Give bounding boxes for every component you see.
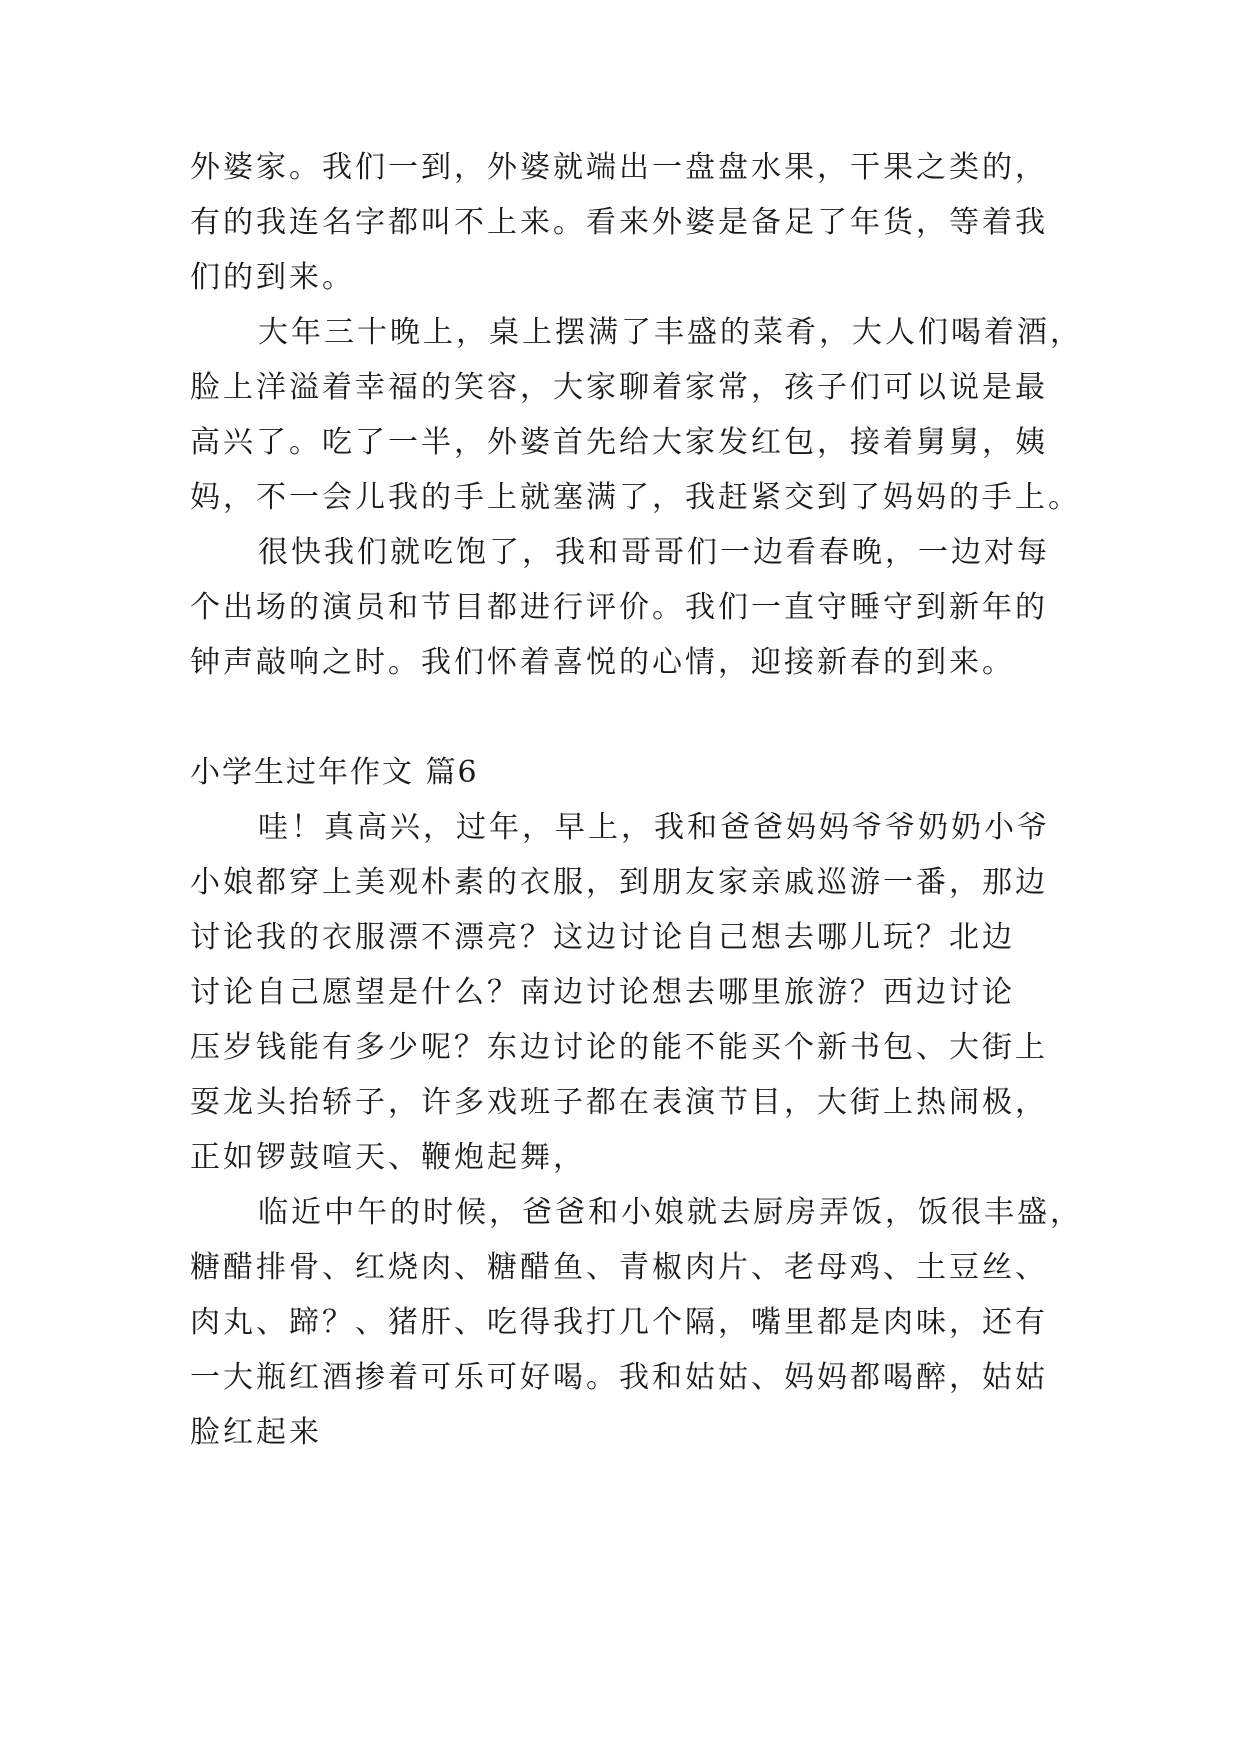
paragraph-4-line-3: 讨论我的衣服漂不漂亮？这边讨论自己想去哪儿玩？北边 xyxy=(190,920,1015,955)
paragraph-4-line-5: 压岁钱能有多少呢？东边讨论的能不能买个新书包、大街上 xyxy=(190,1030,1048,1065)
paragraph-3-line-2: 个出场的演员和节目都进行评价。我们一直守睡守到新年的 xyxy=(190,590,1048,625)
paragraph-5-line-4: 一大瓶红酒掺着可乐可好喝。我和姑姑、妈妈都喝醉，姑姑 xyxy=(190,1360,1048,1395)
paragraph-2-line-1: 大年三十晚上，桌上摆满了丰盛的菜肴，大人们喝着酒， xyxy=(258,315,1083,350)
paragraph-2-line-4: 妈，不一会儿我的手上就塞满了，我赶紧交到了妈妈的手上。 xyxy=(190,480,1081,515)
paragraph-5-line-1: 临近中午的时候，爸爸和小娘就去厨房弄饭，饭很丰盛， xyxy=(258,1195,1083,1230)
paragraph-4-line-6: 耍龙头抬轿子，许多戏班子都在表演节目，大街上热闹极， xyxy=(190,1085,1048,1120)
paragraph-2-line-3: 高兴了。吃了一半，外婆首先给大家发红包，接着舅舅，姨 xyxy=(190,425,1048,460)
paragraph-4-line-1: 哇！真高兴，过年，早上，我和爸爸妈妈爷爷奶奶小爷 xyxy=(258,810,1050,845)
paragraph-1-line-1: 外婆家。我们一到，外婆就端出一盘盘水果，干果之类的， xyxy=(190,150,1048,185)
paragraph-4-line-2: 小娘都穿上美观朴素的衣服，到朋友家亲戚巡游一番，那边 xyxy=(190,865,1048,900)
paragraph-4-line-7: 正如锣鼓喧天、鞭炮起舞， xyxy=(190,1140,586,1175)
paragraph-5-line-2: 糖醋排骨、红烧肉、糖醋鱼、青椒肉片、老母鸡、土豆丝、 xyxy=(190,1250,1048,1285)
section-heading: 小学生过年作文 篇6 xyxy=(190,755,479,790)
paragraph-2-line-2: 脸上洋溢着幸福的笑容，大家聊着家常，孩子们可以说是最 xyxy=(190,370,1048,405)
paragraph-1-line-3: 们的到来。 xyxy=(190,260,355,295)
paragraph-3-line-3: 钟声敲响之时。我们怀着喜悦的心情，迎接新春的到来。 xyxy=(190,645,1015,680)
paragraph-5-line-3: 肉丸、蹄？、猪肝、吃得我打几个隔，嘴里都是肉味，还有 xyxy=(190,1305,1048,1340)
paragraph-5-line-5: 脸红起来 xyxy=(190,1415,322,1450)
paragraph-3-line-1: 很快我们就吃饱了，我和哥哥们一边看春晚，一边对每 xyxy=(258,535,1050,570)
paragraph-4-line-4: 讨论自己愿望是什么？南边讨论想去哪里旅游？西边讨论 xyxy=(190,975,1015,1010)
paragraph-1-line-2: 有的我连名字都叫不上来。看来外婆是备足了年货，等着我 xyxy=(190,205,1048,240)
